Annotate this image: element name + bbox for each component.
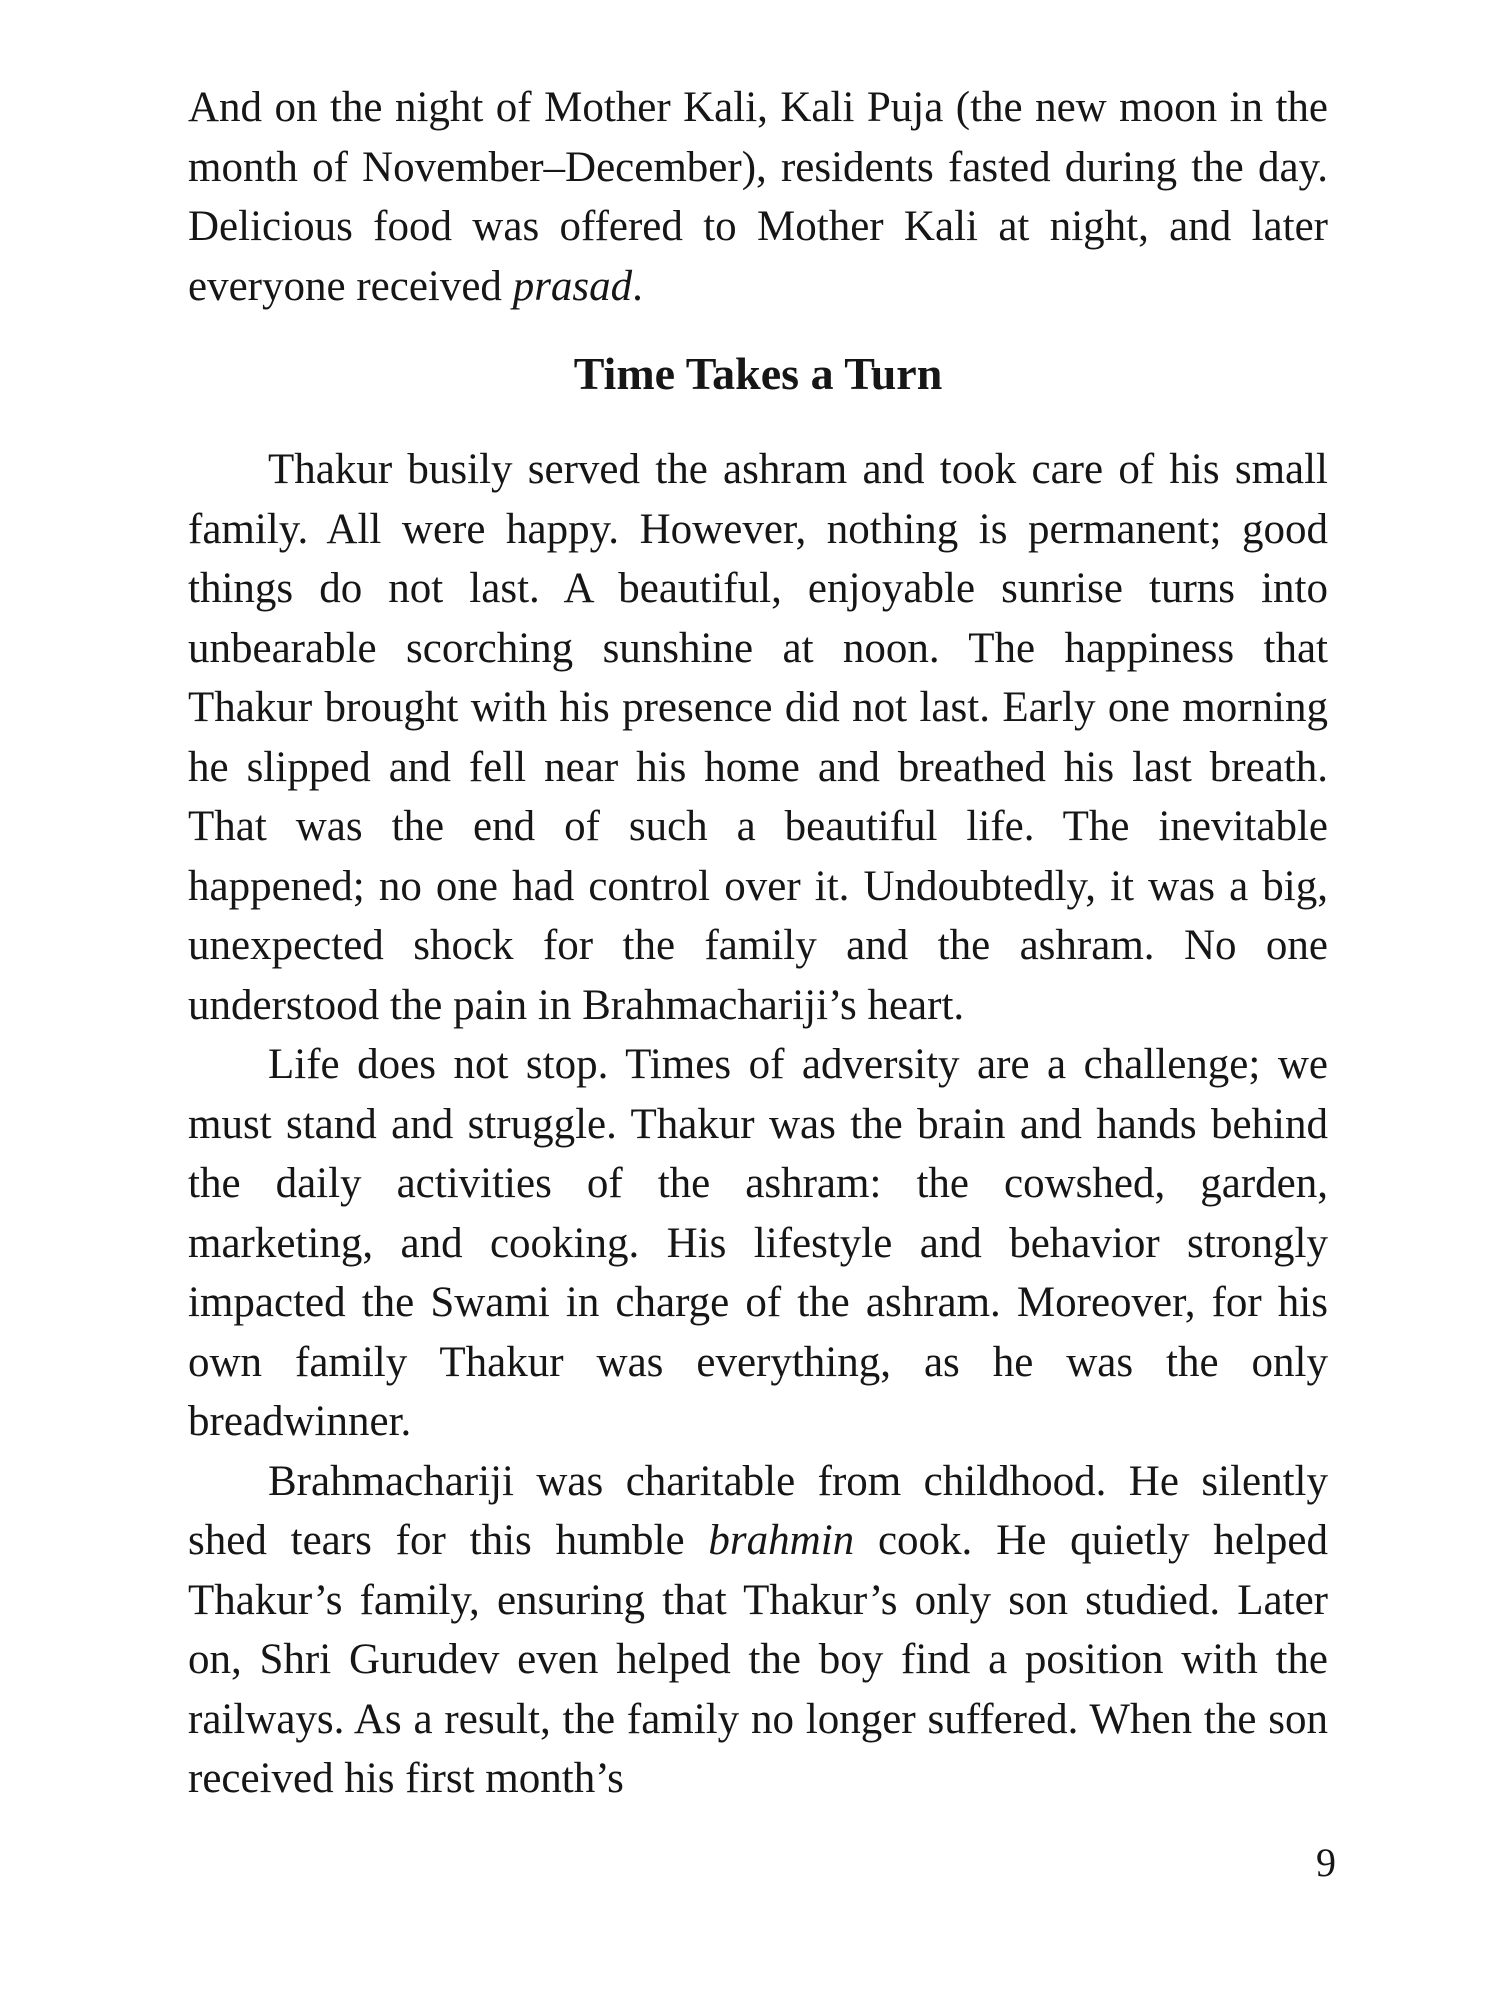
paragraph-life-does-not-stop: Life does not stop. Times of adversity are a challenge; we must stand and struggle. Thakur was the brain and hands behind the daily activities of the ashram: the cowshed, garden, marketing, and cooking. His lifestyle and behavior strongly impacted the Swami in charge of the ashram. Moreover, for his own family Thakur was everything, as he was the only breadwinner. xyxy=(188,1041,1328,1445)
paragraph-brahmachariji-charity xyxy=(188,1452,1328,1809)
page-number: 9 xyxy=(1316,1840,1336,1885)
paragraph-thakur-death: Thakur busily served the ashram and took care of his small family. All were happy. However, nothing is permanent; good things do not last. A beautiful, enjoyable sunrise turns into unbearable scorching sunshine at noon. The happiness that Thakur brought with his presence did not last. Early one morning he slipped and fell near his home and breathed his last breath. That was the end of such a beautiful life. The inevitable happened; no one had control over it. Undoubtedly, it was a big, unexpected shock for the family and the ashram. No one understood the pain in Brahmachariji’s heart. xyxy=(188,446,1328,1029)
opening-paragraph-text: And on the night of Mother Kali, Kali Puja (the new moon in the month of November–December), residents fasted during the day. Delicious food was offered to Mother Kali at night, and later everyone received xyxy=(188,84,1328,310)
paragraph-3-after-italic: cook. He quietly helped Thakur’s family, ensuring that Thakur’s only son studied. Later on, Shri Gurudev even helped the boy find a position with the railways. As a result, the family no longer suffered. When the son received his first month’s xyxy=(188,1517,1328,1802)
section-heading: Time Takes a Turn xyxy=(573,348,943,399)
opening-paragraph-italic: prasad xyxy=(512,262,633,310)
paragraph-3-italic: brahmin xyxy=(708,1517,855,1564)
opening-paragraph-end: . xyxy=(632,262,643,310)
opening-paragraph xyxy=(188,78,1328,316)
paragraph-3-before-italic: Brahmachariji was charitable from childhood. He silently shed tears for this humble xyxy=(188,1457,1328,1564)
page-body xyxy=(188,78,1328,1809)
